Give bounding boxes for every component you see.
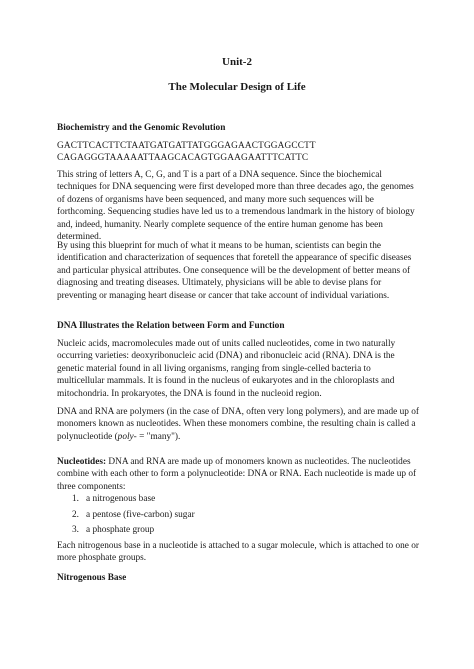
list-item (72, 523, 412, 539)
dna-sequence-line-1: GACTTCACTTCTAATGATGATTATGGGAGAACTGGAGCCTT (57, 141, 316, 151)
paragraph-polymers (57, 406, 419, 443)
list-item-number: 3. (72, 525, 79, 536)
paragraph-dna-sequencing: This string of letters A, C, G, and T is a part of a DNA sequence. Since the biochemical techniques for DNA sequencing were first developed more than three decades ago, the genomes of dozens of organisms have been sequenced, and many more such sequences will be forthcoming. Sequencing studies have led us to a tremendous landmark in the history of biology and, indeed, humanity. Nearly complete sequence of the entire human genome has been determined. (57, 170, 415, 243)
paragraph-nucleotides (57, 456, 419, 493)
paragraph-human-blueprint: By using this blueprint for much of what it means to be human, scientists can begin the identification and characterization of sequences that foretell the appearance of specific diseases and particular physical attributes. One consequence will be the development of better means of diagnosing and treating diseases. Ultimately, physicians will be able to devise plans for preventing or managing heart disease or cancer that take account of individual variations. (57, 241, 412, 301)
nucleotide-components-list (72, 492, 412, 539)
polymers-text-end: = "many"). (136, 431, 181, 442)
dna-sequence-line-2: CAGAGGGTAAAAATTAAGCACAGTGGAAGAATTTCATTC (57, 153, 309, 163)
paragraph-nitrogenous-base-attachment: Each nitrogenous base in a nucleotide is attached to a sugar molecule, which is attached to one or more phosphate groups. (57, 541, 419, 564)
list-item-number: 1. (72, 494, 79, 504)
polymers-text-start: DNA and RNA are polymers (in the case of DNA, often very long polymers), and are made up of monomers known as nucleotides. When these monomers combine, the resulting chain is called a polynucleotide ( (57, 407, 419, 442)
list-item-text: a nitrogenous base (86, 494, 156, 504)
unit-title: Unit-2 (222, 56, 252, 68)
poly-prefix: poly- (117, 431, 137, 442)
paragraph-nucleic-acids: Nucleic acids, macromolecules made out of units called nucleotides, come in two naturally occurring varieties: deoxyribonucleic acid (DNA) and ribonucleic acid (RNA). DNA is the genetic material found in all living organisms, ranging from single-celled bacteria to multicellular mammals. It is found in the nucleus of eukaryotes and in the chloroplasts and mitochondria. In prokaryotes, the DNA is found in the nucleoid region. (57, 339, 396, 399)
section-heading-genomic-revolution: Biochemistry and the Genomic Revolution (57, 123, 226, 133)
list-item-text: a phosphate group (86, 525, 155, 536)
section-heading-nitrogenous-base: Nitrogenous Base (57, 573, 127, 583)
nucleotides-text: DNA and RNA are made up of monomers known as nucleotides. The nucleotides combine with each other to form a polynucleotide: DNA or RNA. Each nucleotide is made up of three components: (57, 457, 417, 492)
list-item (72, 492, 412, 508)
list-item (72, 508, 412, 524)
list-item-text: a pentose (five-carbon) sugar (86, 509, 195, 520)
section-heading-form-function: DNA Illustrates the Relation between Form and Function (57, 321, 285, 331)
page-title: The Molecular Design of Life (168, 81, 306, 93)
list-item-number: 2. (72, 509, 79, 520)
nucleotides-label: Nucleotides: (57, 457, 107, 467)
